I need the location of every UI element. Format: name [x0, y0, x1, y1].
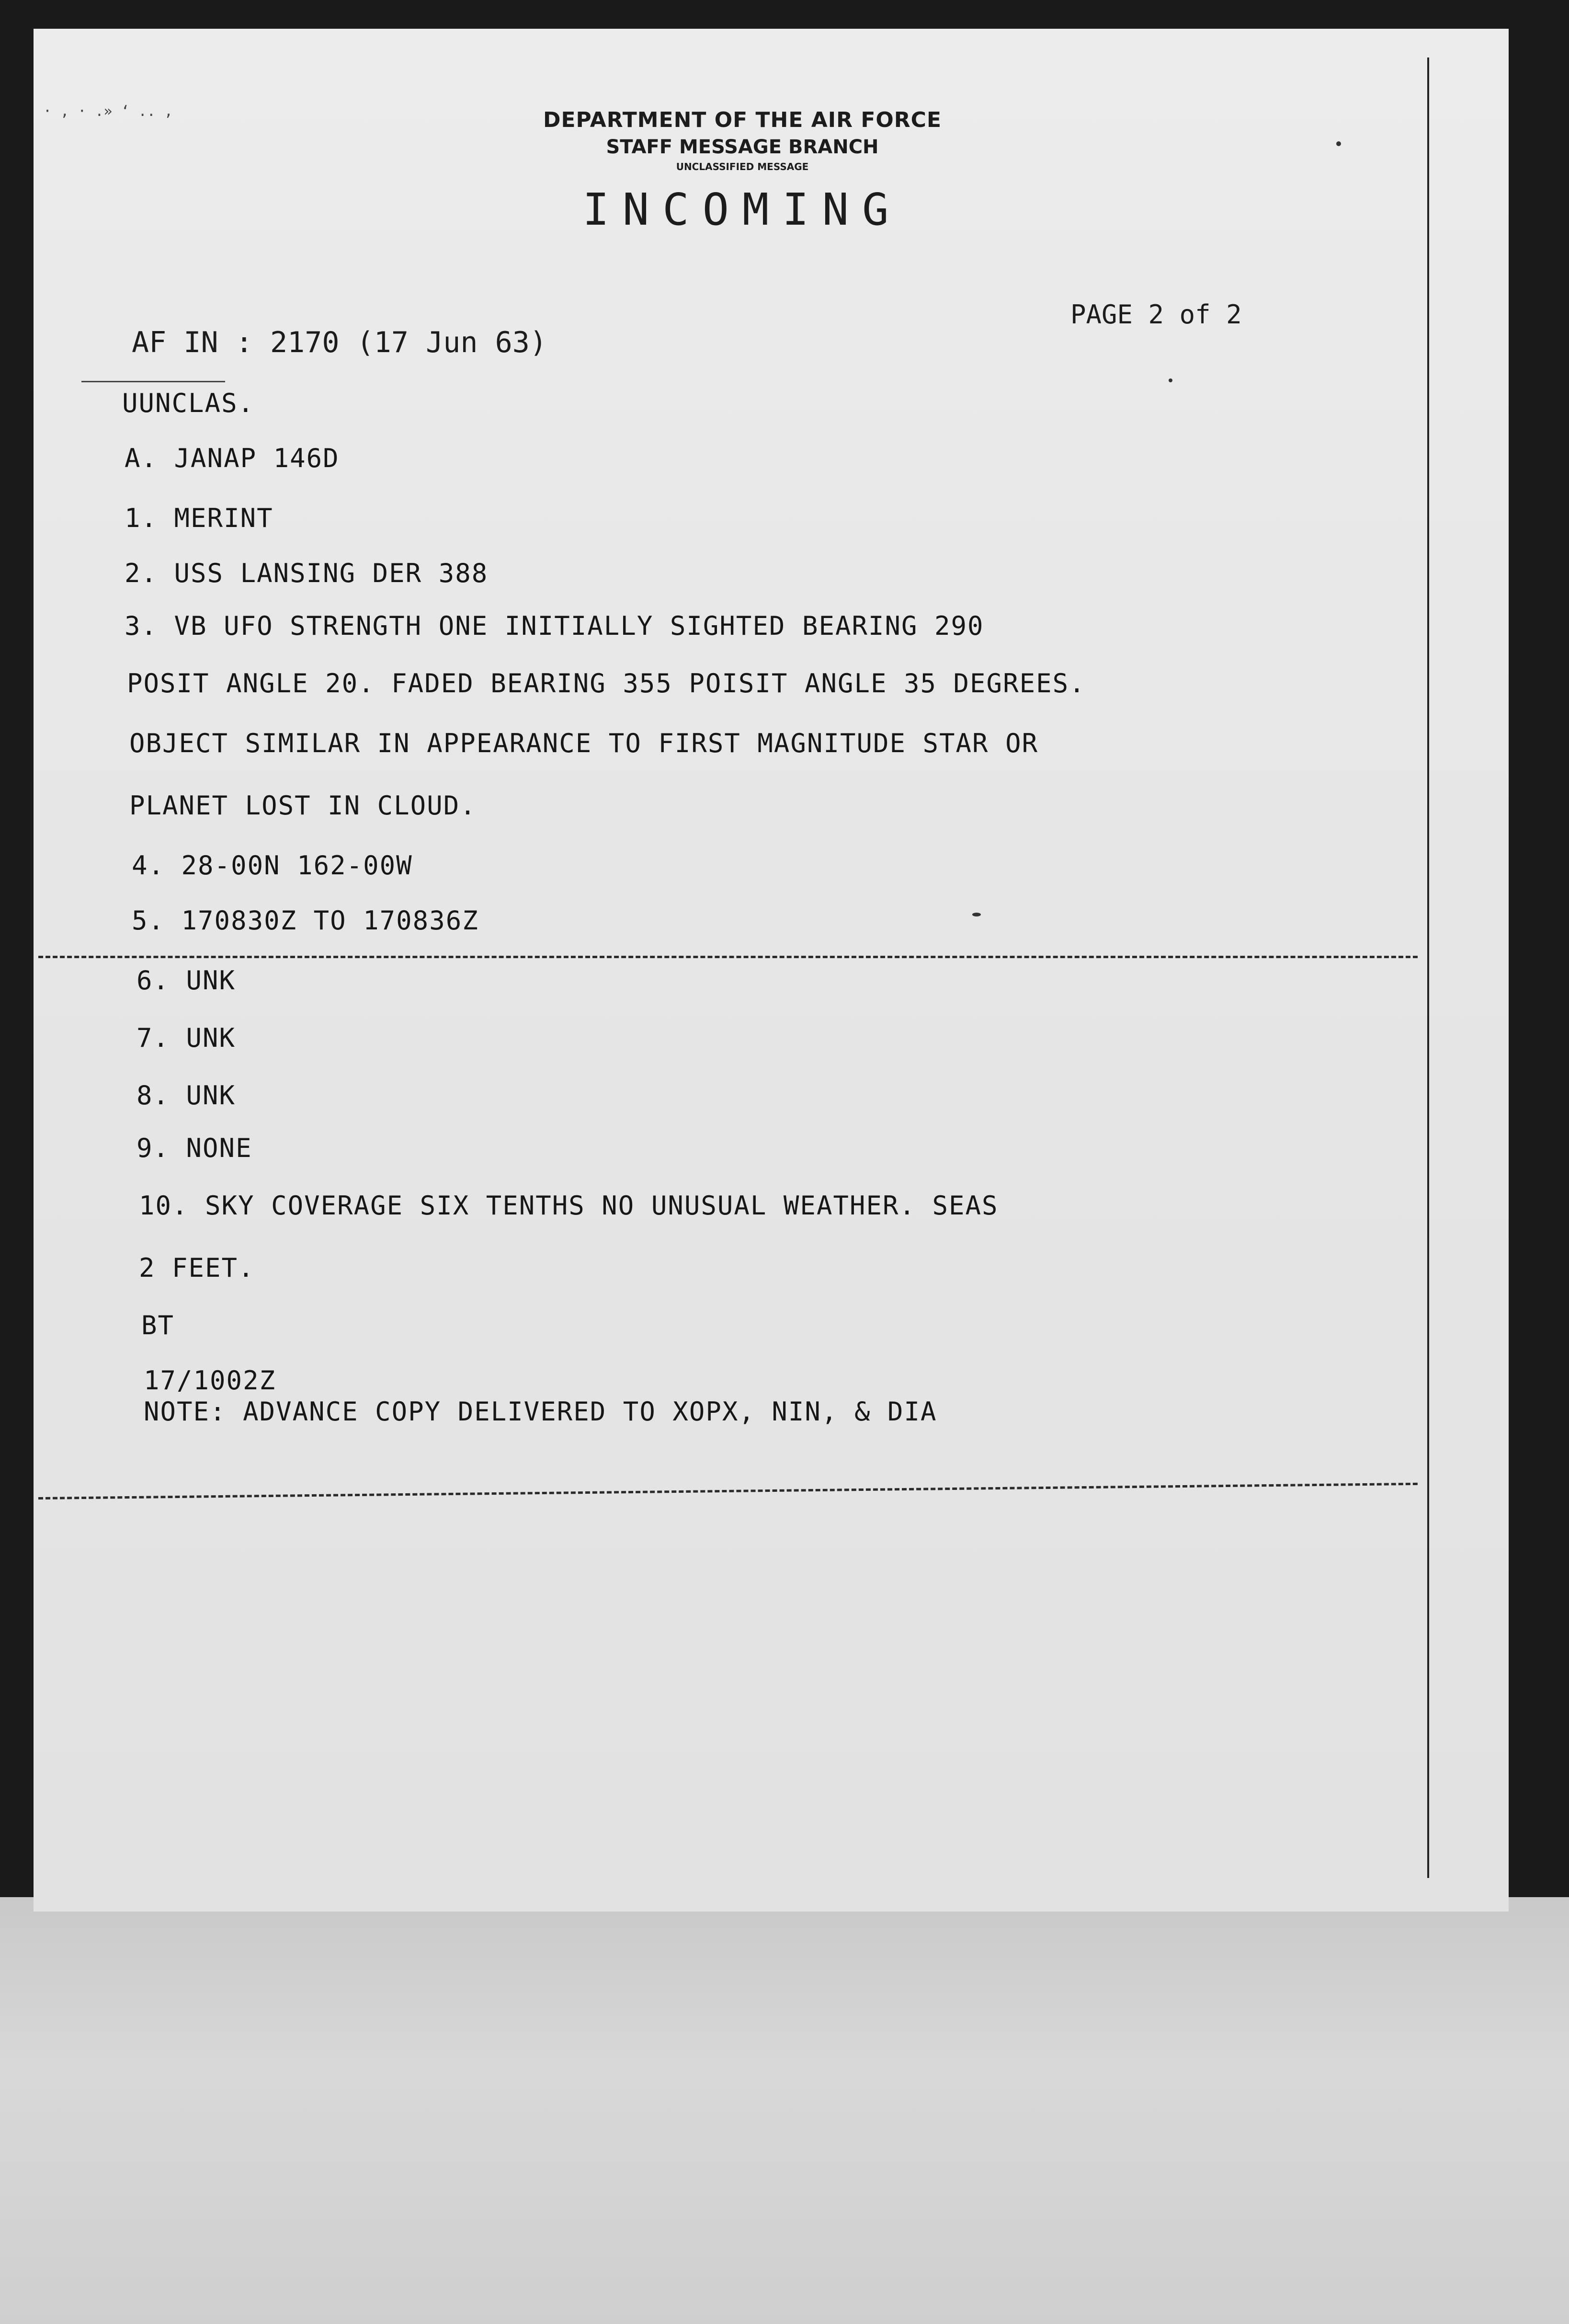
message-line: 8. UNK: [136, 1080, 236, 1110]
tear-line: [38, 956, 1418, 958]
message-line: PLANET LOST IN CLOUD.: [129, 790, 477, 821]
page-number: PAGE 2 of 2: [1070, 299, 1242, 330]
message-sheet: [34, 29, 1509, 1912]
message-line: 3. VB UFO STRENGTH ONE INITIALLY SIGHTED BEARING 290: [125, 611, 984, 641]
page-title: INCOMING: [582, 184, 902, 235]
classification-label: UNCLASSIFIED MESSAGE: [676, 161, 809, 172]
message-line: 2 FEET.: [139, 1253, 255, 1283]
message-line: POSIT ANGLE 20. FADED BEARING 355 POISIT ANGLE 35 DEGREES.: [127, 668, 1086, 698]
ink-speck: [972, 913, 981, 916]
message-line: 1. MERINT: [125, 503, 273, 533]
message-id: AF IN : 2170 (17 Jun 63): [132, 326, 547, 359]
message-line: 9. NONE: [136, 1133, 252, 1163]
message-line: 17/1002Z: [144, 1365, 276, 1396]
sheet-edge: [1427, 57, 1482, 1878]
message-line: OBJECT SIMILAR IN APPEARANCE TO FIRST MAGNITUDE STAR OR: [129, 728, 1039, 758]
message-line: 6. UNK: [136, 965, 236, 996]
message-line: 10. SKY COVERAGE SIX TENTHS NO UNUSUAL WEATHER. SEAS: [139, 1191, 999, 1221]
ink-speck: [1169, 378, 1172, 382]
mount-background: [0, 1897, 1569, 2324]
corner-marks: · , · .» ‘ .. ,: [43, 103, 173, 120]
header-rule: [81, 381, 225, 382]
message-line: 2. USS LANSING DER 388: [125, 558, 489, 588]
message-line: A. JANAP 146D: [125, 443, 340, 473]
message-line: 5. 170830Z TO 170836Z: [132, 905, 479, 936]
branch-heading: STAFF MESSAGE BRANCH: [606, 136, 879, 158]
message-line: NOTE: ADVANCE COPY DELIVERED TO XOPX, NIN, & DIA: [144, 1397, 937, 1427]
message-line: 4. 28-00N 162-00W: [132, 850, 413, 881]
department-heading: DEPARTMENT OF THE AIR FORCE: [543, 108, 942, 132]
message-line: 7. UNK: [136, 1023, 236, 1053]
message-line: UUNCLAS.: [122, 388, 255, 418]
message-header: [431, 108, 1054, 235]
ink-speck: [1336, 141, 1341, 146]
message-line: BT: [141, 1310, 175, 1340]
